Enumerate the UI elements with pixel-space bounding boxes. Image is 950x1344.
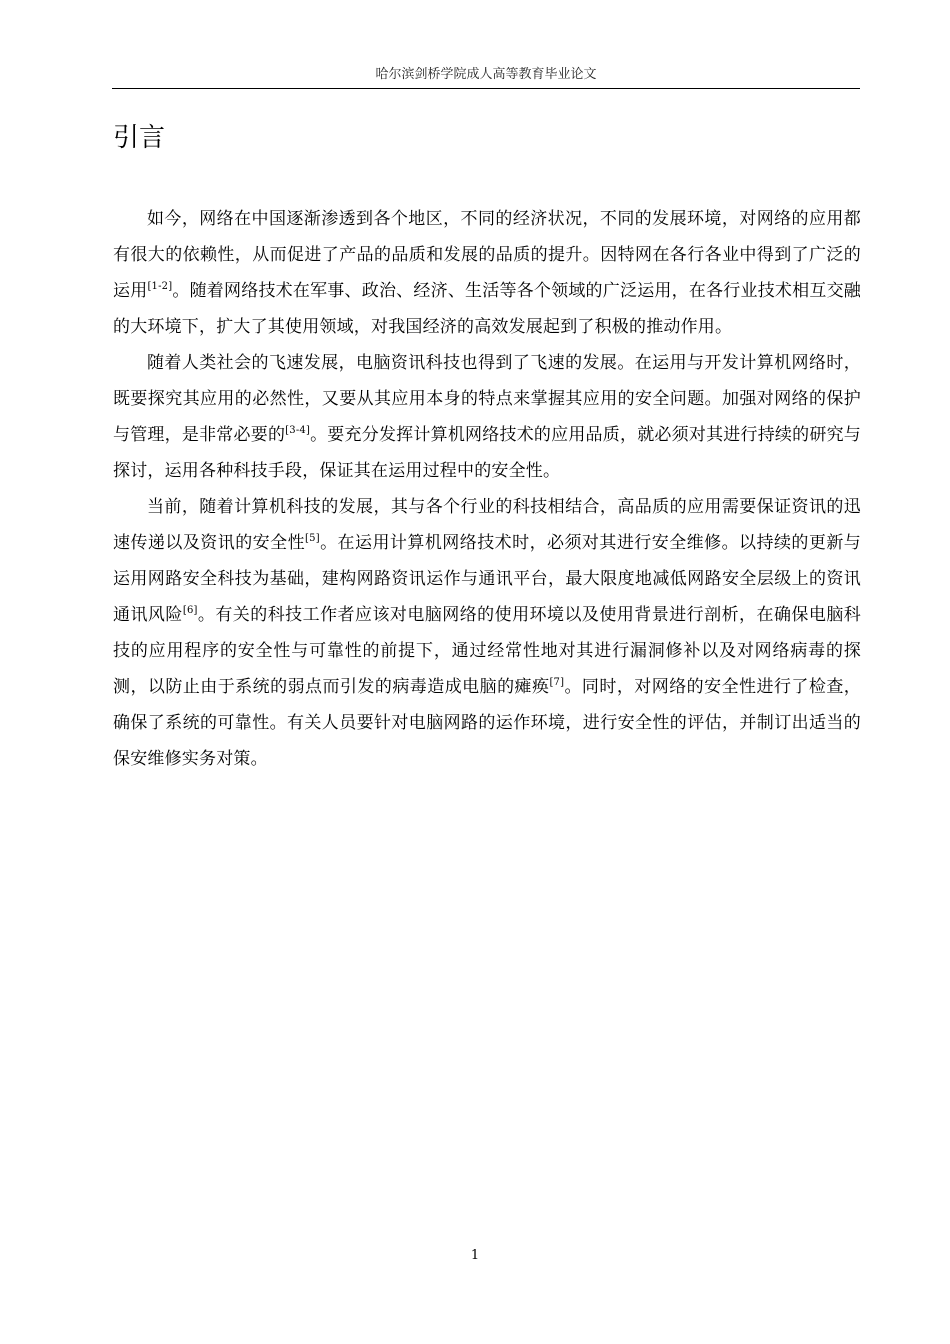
section-title: 引言 xyxy=(113,123,166,153)
paragraph-text: 随着人类社会的飞速发展，电脑资讯科技也得到了飞速的发展。在运用与开发计算机网络时，既要探究其应用的必然性，又要从其应用本身的特点来掌握其应用的安全问题。加强对网络的保护与管理，是非常必要的 xyxy=(113,353,861,445)
running-header-title: 哈尔滨剑桥学院成人高等教育毕业论文 xyxy=(375,67,597,82)
paragraph-text: 。在运用计算机网络技术时，必须对其进行安全维修。以持续的更新与运用网路安全科技为基础，建构网路资讯运作与通讯平台，最大限度地减低网路安全层级上的资讯通讯风险 xyxy=(113,533,862,625)
paragraph-text: 。同时，对网络的安全性进行了检查，确保了系统的可靠性。有关人员要针对电脑网路的运作环境，进行安全性的评估，并制订出适当的保安维修实务对策。 xyxy=(113,677,862,769)
citation-superscript: [3-4] xyxy=(285,425,311,436)
paragraph-text: 。随着网络技术在军事、政治、经济、生活等各个领域的广泛运用，在各行业技术相互交融的大环境下，扩大了其使用领域，对我国经济的高效发展起到了积极的推动作用。 xyxy=(113,281,861,337)
body-text xyxy=(113,201,861,777)
citation-superscript: [7] xyxy=(549,677,565,688)
paragraph-text: 当前，随着计算机科技的发展，其与各个行业的科技相结合，高品质的应用需要保证资讯的迅速传递以及资讯的安全性 xyxy=(113,497,861,553)
citation-superscript: [6] xyxy=(182,605,198,616)
paragraph-3 xyxy=(113,489,861,777)
paragraph-1 xyxy=(113,201,861,345)
paragraph-text: 。有关的科技工作者应该对电脑网络的使用环境以及使用背景进行剖析，在确保电脑科技的应用程序的安全性与可靠性的前提下，通过经常性地对其进行漏洞修补以及对网络病毒的探测，以防止由于系统的弱点而引发的病毒造成电脑的瘫痪 xyxy=(113,605,861,697)
paragraph-text: 如今，网络在中国逐渐渗透到各个地区，不同的经济状况，不同的发展环境，对网络的应用都有很大的依赖性，从而促进了产品的品质和发展的品质的提升。因特网在各行各业中得到了广泛的运用 xyxy=(113,209,861,301)
citation-superscript: [1-2] xyxy=(147,281,173,292)
running-header xyxy=(112,64,860,89)
page-number: 1 xyxy=(470,1248,480,1263)
paragraph-text: 。要充分发挥计算机网络技术的应用品质，就必须对其进行持续的研究与探讨，运用各种科技手段，保证其在运用过程中的安全性。 xyxy=(113,425,862,481)
citation-superscript: [5] xyxy=(305,533,320,544)
paragraph-2 xyxy=(113,345,861,489)
